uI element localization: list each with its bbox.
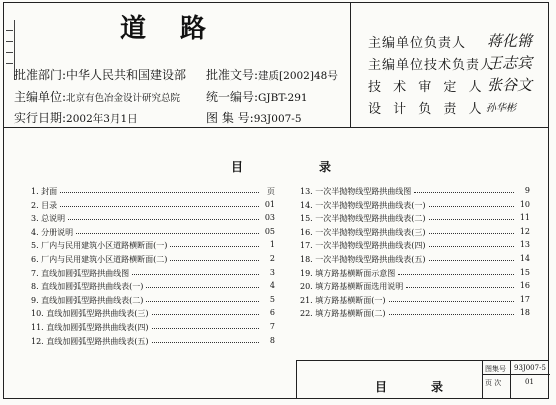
title-block-title-left: 目 — [375, 380, 388, 394]
toc-entry-page: 3 — [269, 267, 275, 277]
toc-leader-dots — [389, 314, 514, 315]
toc-entry — [31, 308, 277, 319]
toc-entry-title: 1. 封面 — [31, 187, 58, 196]
title-block-divider — [482, 361, 483, 399]
toc-leader-dots — [429, 206, 514, 207]
toc-entry-title: 3. 总说明 — [31, 214, 66, 224]
toc-entry-title: 4. 分册说明 — [31, 227, 74, 237]
toc-entry — [31, 186, 277, 197]
atlas-title-char: 路 — [180, 14, 241, 44]
toc-leader-dots — [414, 192, 514, 193]
toc-leader-dots — [429, 260, 514, 261]
toc-entry-title: 13. 一次半抛物线型路拱曲线图 — [300, 187, 412, 196]
toc-entry-title: 11. 直线加圆弧型路拱曲线表(四) — [31, 323, 149, 332]
toc-entry-title: 8. 直线加圆弧型路拱曲线表(一) — [31, 282, 144, 292]
toc-entry — [300, 281, 532, 292]
approval-dept-value: 中华人民共和国建设部 — [66, 68, 187, 82]
toc-entry-page: 2 — [269, 254, 275, 263]
toc-entry-title: 18. 一次半抛物线型路拱曲线表(五) — [300, 255, 426, 264]
toc-entry-page: 8 — [269, 335, 275, 345]
toc-entry-title: 22. 填方路基横断面(二) — [300, 309, 386, 319]
effective-date-value: 2002年3月1日 — [66, 113, 138, 125]
toc-entry-title: 2. 目录 — [31, 200, 58, 210]
signature: 张谷文 — [487, 76, 533, 94]
toc-entry — [31, 240, 277, 251]
toc-entry — [31, 295, 277, 306]
toc-entry-page: 16 — [519, 281, 530, 291]
signature: 蒋化锵 — [487, 32, 533, 50]
toc-entry-page: 18 — [519, 308, 530, 318]
toc-entry-title: 15. 一次半抛物线型路拱曲线表(二) — [300, 214, 426, 224]
toc-entry-page: 01 — [264, 199, 275, 209]
toc-leader-dots — [60, 192, 259, 193]
unified-number-label: 统一编号: — [206, 90, 259, 104]
toc-entry — [300, 200, 532, 211]
responsible-role: 主编单位技术负责人 — [368, 58, 495, 73]
toc-leader-dots — [429, 233, 514, 234]
toc-entry-page: 4 — [269, 281, 275, 291]
toc-entry-title: 21. 填方路基横断面(一) — [300, 295, 386, 305]
toc-entry — [300, 295, 532, 306]
approval-number — [206, 66, 338, 83]
toc-leader-dots — [170, 246, 259, 247]
toc-entry — [31, 200, 277, 211]
atlas-title-char: 道 — [120, 14, 181, 44]
toc-leader-dots — [152, 342, 259, 343]
toc-entry — [31, 336, 277, 347]
toc-entry-page: 15 — [519, 267, 530, 277]
toc-entry — [300, 213, 532, 224]
toc-entry-page: 5 — [269, 294, 275, 304]
toc-entry-title: 17. 一次半抛物线型路拱曲线表(四) — [300, 241, 426, 251]
toc-entry-page: 1 — [269, 240, 275, 250]
toc-leader-dots — [389, 301, 514, 302]
approval-dept-label: 批准部门: — [14, 68, 67, 82]
toc-entry-title: 6. 厂内与民用建筑小区道路横断面(二) — [31, 255, 168, 264]
responsible-role: 设 计 负 责 人 — [368, 102, 486, 117]
toc-entry-page: 页 — [267, 187, 275, 196]
toc-entry-title: 20. 填方路基横断面选用说明 — [300, 282, 404, 292]
toc-leader-dots — [146, 287, 259, 288]
title-block-divider — [510, 361, 511, 399]
toc-entry — [31, 254, 277, 265]
toc-leader-dots — [398, 274, 514, 275]
toc-entry-title: 19. 填方路基横断面示意图 — [300, 268, 396, 278]
approval-dept — [14, 66, 186, 83]
toc-entry — [31, 281, 277, 292]
signature: 孙华彬 — [486, 103, 516, 114]
toc-heading-left: 目 — [231, 160, 244, 174]
toc-entry — [31, 268, 277, 279]
toc-entry-page: 12 — [519, 226, 530, 236]
toc-entry — [31, 227, 277, 238]
title-block-atlas-label: 图集号 — [485, 365, 506, 373]
approval-number-label: 批准文号: — [206, 68, 259, 82]
toc-entry-title: 9. 直线加圆弧型路拱曲线表(二) — [31, 295, 144, 305]
toc-entry-page: 6 — [269, 308, 275, 318]
header-column-divider — [350, 2, 351, 128]
toc-leader-dots — [429, 246, 514, 247]
toc-entry-title: 7. 直线加圆弧型路拱曲线图 — [31, 268, 130, 278]
signature: 王志宾 — [487, 54, 533, 72]
toc-leader-dots — [76, 233, 259, 234]
toc-entry-page: 14 — [519, 254, 530, 263]
toc-entry-title: 16. 一次半抛物线型路拱曲线表(三) — [300, 227, 426, 237]
toc-entry-title: 10. 直线加圆弧型路拱曲线表(三) — [31, 309, 149, 319]
toc-entry-page: 11 — [519, 213, 530, 223]
toc-entry-page: 05 — [264, 226, 275, 236]
unified-number-value: GJBT-291 — [258, 92, 308, 104]
toc-entry-page: 9 — [524, 186, 530, 195]
chief-unit-value: 北京有色冶金设计研究总院 — [66, 93, 181, 104]
title-block — [296, 360, 549, 399]
toc-leader-dots — [170, 260, 259, 261]
toc-entry — [300, 227, 532, 238]
toc-leader-dots — [60, 206, 259, 207]
chief-unit-label: 主编单位: — [14, 90, 67, 104]
toc-entry — [300, 254, 532, 265]
title-block-divider — [482, 374, 550, 375]
toc-leader-dots — [146, 301, 259, 302]
effective-date — [14, 109, 138, 126]
approval-number-value: 建质[2002]48号 — [258, 70, 338, 82]
toc-leader-dots — [152, 314, 259, 315]
chief-unit — [14, 88, 180, 105]
toc-leader-dots — [132, 274, 259, 275]
toc-entry — [300, 308, 532, 319]
toc-entry-title: 12. 直线加圆弧型路拱曲线表(五) — [31, 336, 149, 346]
atlas-number-value: 93J007-5 — [253, 113, 302, 125]
toc-entry-title: 5. 厂内与民用建筑小区道路横断面(一) — [31, 241, 168, 251]
toc-entry-page: 13 — [519, 240, 530, 250]
toc-leader-dots — [152, 328, 259, 329]
toc-leader-dots — [68, 219, 259, 220]
toc-entry-page: 03 — [264, 213, 275, 223]
toc-entry-page: 10 — [519, 199, 530, 209]
title-block-atlas-value: 93J007-5 — [514, 364, 546, 372]
atlas-number — [206, 109, 302, 126]
toc-leader-dots — [429, 219, 514, 220]
toc-entry-page: 17 — [519, 294, 530, 304]
toc-entry — [300, 240, 532, 251]
atlas-number-label: 图 集 号: — [206, 111, 254, 125]
toc-entry — [31, 322, 277, 333]
toc-entry — [300, 186, 532, 197]
toc-entry-title: 14. 一次半抛物线型路拱曲线表(一) — [300, 200, 426, 210]
atlas-title — [120, 8, 240, 45]
unified-number — [206, 88, 308, 105]
toc-heading-right: 录 — [319, 160, 332, 174]
title-block-page-value: 01 — [525, 378, 534, 386]
responsible-role: 主编单位负责人 — [368, 36, 467, 51]
title-block-title-right: 录 — [431, 380, 444, 394]
toc-leader-dots — [406, 287, 514, 288]
title-block-page-label: 页 次 — [485, 379, 502, 387]
toc-entry — [300, 268, 532, 279]
toc-entry-page: 7 — [269, 322, 275, 331]
responsible-role: 技 术 审 定 人 — [368, 80, 486, 95]
header-divider — [3, 127, 549, 128]
toc-entry — [31, 213, 277, 224]
effective-date-label: 实行日期: — [14, 111, 67, 125]
